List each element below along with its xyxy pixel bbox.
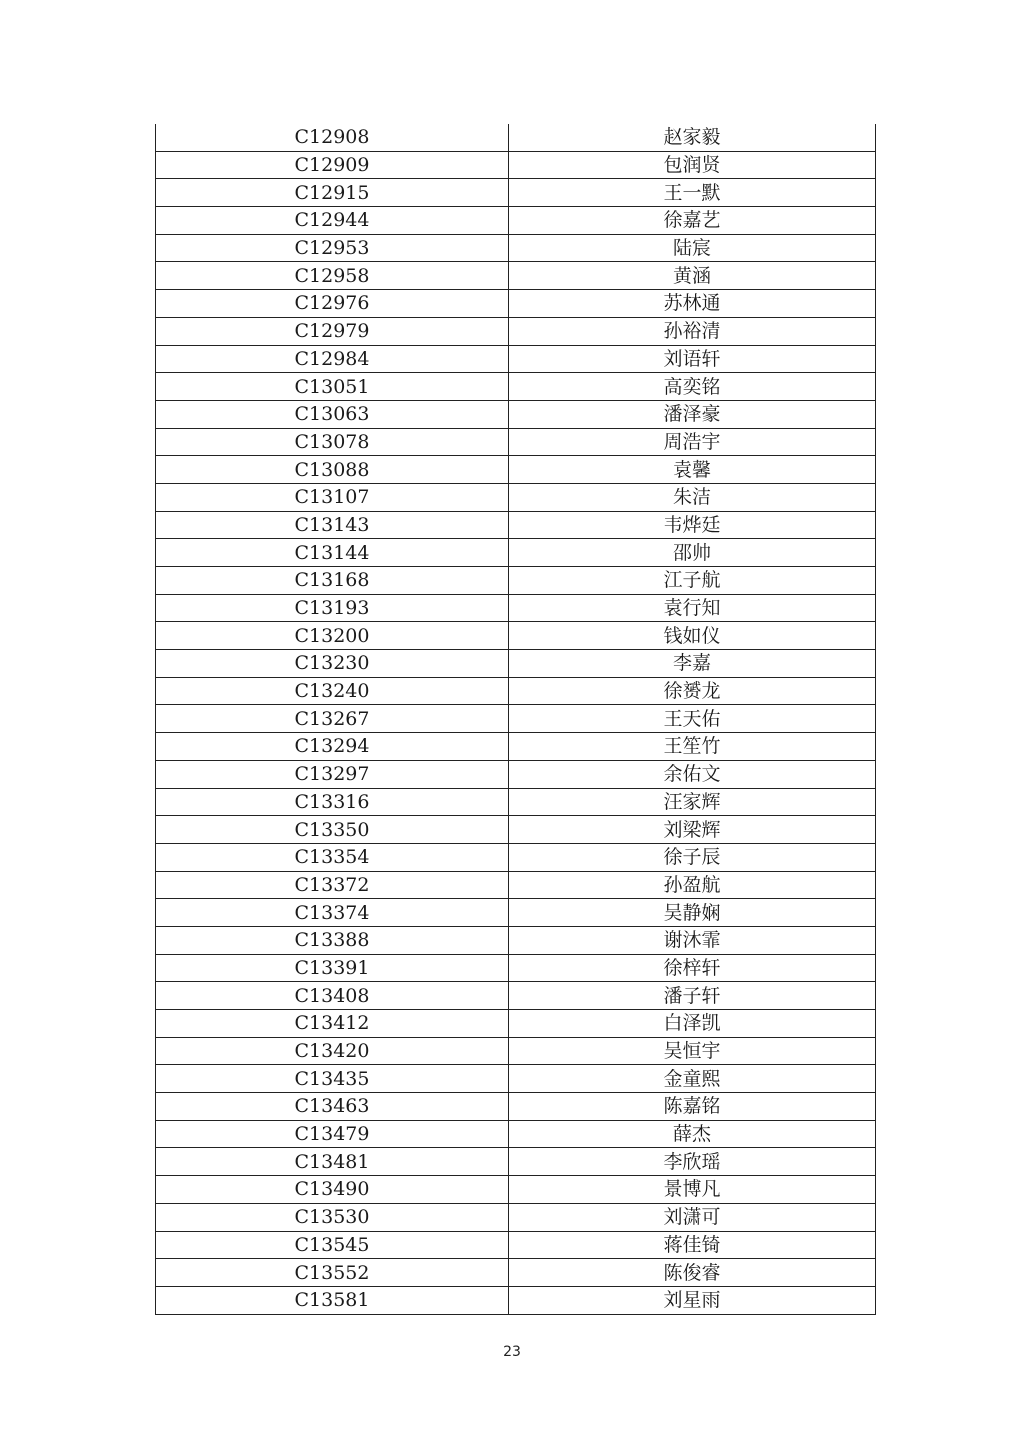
student-id-cell: C13552 xyxy=(156,1259,509,1287)
table-row xyxy=(156,567,876,595)
table-row xyxy=(156,1093,876,1121)
student-id-cell: C12979 xyxy=(156,317,509,345)
student-name-cell: 谢沐霏 xyxy=(509,926,876,954)
table-row xyxy=(156,954,876,982)
student-id-cell: C12944 xyxy=(156,207,509,235)
student-id-cell: C13412 xyxy=(156,1010,509,1038)
table-row xyxy=(156,483,876,511)
table-row xyxy=(156,207,876,235)
table-row xyxy=(156,1286,876,1314)
student-id-cell: C13581 xyxy=(156,1286,509,1314)
table-row xyxy=(156,1203,876,1231)
student-id-cell: C13408 xyxy=(156,982,509,1010)
student-name-cell: 余佑文 xyxy=(509,760,876,788)
roster-table-body xyxy=(156,124,876,1314)
student-id-cell: C13063 xyxy=(156,400,509,428)
table-row xyxy=(156,1231,876,1259)
student-id-cell: C13316 xyxy=(156,788,509,816)
student-id-cell: C13354 xyxy=(156,843,509,871)
student-name-cell: 韦烨廷 xyxy=(509,511,876,539)
roster-table xyxy=(155,124,876,1315)
table-row xyxy=(156,124,876,151)
student-name-cell: 苏林通 xyxy=(509,290,876,318)
student-name-cell: 钱如仪 xyxy=(509,622,876,650)
student-id-cell: C13530 xyxy=(156,1203,509,1231)
student-id-cell: C13391 xyxy=(156,954,509,982)
student-name-cell: 吴恒宇 xyxy=(509,1037,876,1065)
student-name-cell: 白泽凯 xyxy=(509,1010,876,1038)
student-name-cell: 金童熙 xyxy=(509,1065,876,1093)
student-id-cell: C13230 xyxy=(156,650,509,678)
table-row xyxy=(156,290,876,318)
student-id-cell: C13374 xyxy=(156,899,509,927)
student-name-cell: 徐梓轩 xyxy=(509,954,876,982)
student-id-cell: C12953 xyxy=(156,234,509,262)
student-id-cell: C13545 xyxy=(156,1231,509,1259)
student-name-cell: 朱洁 xyxy=(509,483,876,511)
student-id-cell: C13463 xyxy=(156,1093,509,1121)
page-number: 23 xyxy=(503,1344,521,1360)
student-id-cell: C12909 xyxy=(156,151,509,179)
student-name-cell: 高奕铭 xyxy=(509,373,876,401)
student-id-cell: C12958 xyxy=(156,262,509,290)
student-id-cell: C13107 xyxy=(156,483,509,511)
student-name-cell: 李嘉 xyxy=(509,650,876,678)
table-row xyxy=(156,539,876,567)
student-name-cell: 赵家毅 xyxy=(509,124,876,151)
student-name-cell: 周浩宇 xyxy=(509,428,876,456)
student-id-cell: C12976 xyxy=(156,290,509,318)
table-row xyxy=(156,843,876,871)
table-row xyxy=(156,650,876,678)
student-id-cell: C13267 xyxy=(156,705,509,733)
student-id-cell: C13435 xyxy=(156,1065,509,1093)
student-name-cell: 袁馨 xyxy=(509,456,876,484)
student-name-cell: 汪家辉 xyxy=(509,788,876,816)
table-row xyxy=(156,373,876,401)
table-row xyxy=(156,179,876,207)
student-id-cell: C13350 xyxy=(156,816,509,844)
table-row xyxy=(156,705,876,733)
table-row xyxy=(156,1176,876,1204)
student-name-cell: 徐赟龙 xyxy=(509,677,876,705)
student-name-cell: 薛杰 xyxy=(509,1120,876,1148)
roster-table-container xyxy=(155,124,875,1315)
student-id-cell: C13088 xyxy=(156,456,509,484)
student-name-cell: 景博凡 xyxy=(509,1176,876,1204)
student-id-cell: C12915 xyxy=(156,179,509,207)
student-name-cell: 邵帅 xyxy=(509,539,876,567)
table-row xyxy=(156,926,876,954)
student-name-cell: 吴静娴 xyxy=(509,899,876,927)
student-name-cell: 王笙竹 xyxy=(509,733,876,761)
student-id-cell: C13143 xyxy=(156,511,509,539)
table-row xyxy=(156,456,876,484)
student-name-cell: 潘泽豪 xyxy=(509,400,876,428)
student-name-cell: 刘梁辉 xyxy=(509,816,876,844)
student-id-cell: C13240 xyxy=(156,677,509,705)
table-row xyxy=(156,511,876,539)
table-row xyxy=(156,788,876,816)
table-row xyxy=(156,733,876,761)
student-id-cell: C13479 xyxy=(156,1120,509,1148)
student-id-cell: C13294 xyxy=(156,733,509,761)
table-row xyxy=(156,400,876,428)
student-name-cell: 徐子辰 xyxy=(509,843,876,871)
student-id-cell: C13481 xyxy=(156,1148,509,1176)
table-row xyxy=(156,1065,876,1093)
table-row xyxy=(156,1037,876,1065)
student-id-cell: C13372 xyxy=(156,871,509,899)
student-name-cell: 江子航 xyxy=(509,567,876,595)
student-name-cell: 徐嘉艺 xyxy=(509,207,876,235)
table-row xyxy=(156,428,876,456)
student-name-cell: 潘子轩 xyxy=(509,982,876,1010)
student-name-cell: 刘语轩 xyxy=(509,345,876,373)
student-name-cell: 包润贤 xyxy=(509,151,876,179)
student-id-cell: C12908 xyxy=(156,124,509,151)
student-name-cell: 孙裕清 xyxy=(509,317,876,345)
student-name-cell: 陆宸 xyxy=(509,234,876,262)
table-row xyxy=(156,345,876,373)
table-row xyxy=(156,760,876,788)
table-row xyxy=(156,1148,876,1176)
student-id-cell: C13200 xyxy=(156,622,509,650)
student-name-cell: 刘潇可 xyxy=(509,1203,876,1231)
student-id-cell: C13078 xyxy=(156,428,509,456)
student-id-cell: C13168 xyxy=(156,567,509,595)
table-row xyxy=(156,1120,876,1148)
table-row xyxy=(156,982,876,1010)
table-row xyxy=(156,871,876,899)
student-name-cell: 陈俊睿 xyxy=(509,1259,876,1287)
student-name-cell: 刘星雨 xyxy=(509,1286,876,1314)
table-row xyxy=(156,816,876,844)
student-id-cell: C13051 xyxy=(156,373,509,401)
student-name-cell: 黄涵 xyxy=(509,262,876,290)
student-name-cell: 孙盈航 xyxy=(509,871,876,899)
table-row xyxy=(156,594,876,622)
student-name-cell: 王天佑 xyxy=(509,705,876,733)
table-row xyxy=(156,234,876,262)
table-row xyxy=(156,262,876,290)
table-row xyxy=(156,622,876,650)
student-id-cell: C13193 xyxy=(156,594,509,622)
student-id-cell: C13297 xyxy=(156,760,509,788)
student-name-cell: 李欣瑶 xyxy=(509,1148,876,1176)
table-row xyxy=(156,1259,876,1287)
student-name-cell: 王一默 xyxy=(509,179,876,207)
student-id-cell: C13144 xyxy=(156,539,509,567)
student-name-cell: 蒋佳锜 xyxy=(509,1231,876,1259)
table-row xyxy=(156,1010,876,1038)
student-id-cell: C13388 xyxy=(156,926,509,954)
table-row xyxy=(156,899,876,927)
table-row xyxy=(156,317,876,345)
student-id-cell: C13490 xyxy=(156,1176,509,1204)
table-row xyxy=(156,151,876,179)
student-name-cell: 陈嘉铭 xyxy=(509,1093,876,1121)
student-id-cell: C13420 xyxy=(156,1037,509,1065)
student-id-cell: C12984 xyxy=(156,345,509,373)
student-name-cell: 袁行知 xyxy=(509,594,876,622)
table-row xyxy=(156,677,876,705)
